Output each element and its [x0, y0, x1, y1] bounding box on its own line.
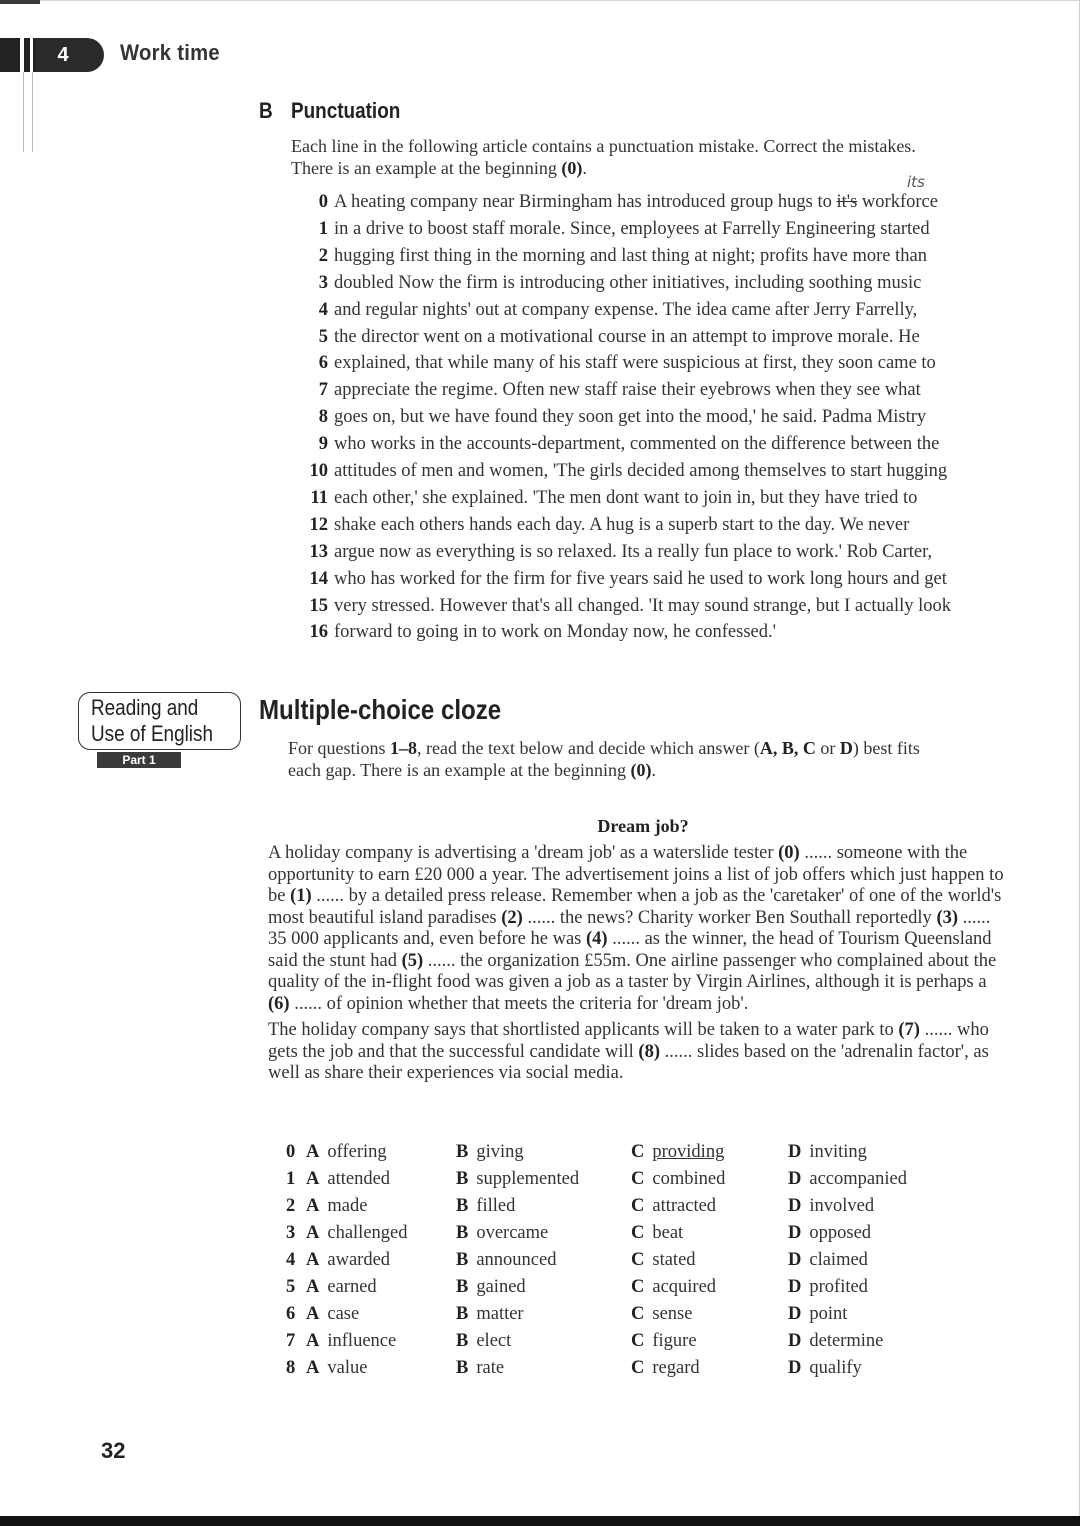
gap-number: (0) — [778, 843, 800, 863]
line-text: very stressed. However that's all changed. 'It may sound strange, but I actually look — [334, 595, 951, 616]
line-text: workforce — [857, 192, 938, 212]
option-word: sense — [652, 1304, 693, 1324]
option-word: supplemented — [476, 1169, 580, 1189]
line-number: 7 — [318, 380, 328, 401]
article-line — [296, 300, 917, 321]
line-text: goes on, but we have found they soon get into the mood,' he said. Padma Mistry — [334, 407, 927, 428]
tab-bar — [24, 38, 30, 72]
tab-block — [0, 38, 20, 72]
gap-number: (1) — [290, 886, 312, 906]
option-word: made — [327, 1196, 368, 1216]
option-letter: A — [306, 1142, 320, 1162]
instr-bold: (0) — [561, 158, 583, 178]
line-text: and regular nights' out at company expense. The idea came after Jerry Farrelly, — [334, 299, 918, 320]
option-c[interactable] — [631, 1277, 716, 1298]
option-word: profited — [809, 1277, 868, 1297]
option-c[interactable] — [631, 1196, 716, 1217]
section-letter: B — [259, 98, 273, 123]
instr-text: or — [815, 738, 840, 758]
line-number: 5 — [318, 326, 328, 347]
option-word: opposed — [809, 1223, 872, 1243]
option-c[interactable] — [631, 1250, 696, 1271]
option-letter: C — [631, 1304, 645, 1324]
article-line — [296, 192, 938, 213]
cloze-text-segment: The holiday company says that shortlisted applicants will be taken to a water park to — [268, 1020, 899, 1040]
option-word: filled — [476, 1196, 516, 1216]
option-letter: C — [631, 1277, 645, 1297]
exam-part-badge — [78, 692, 241, 750]
line-text: who has worked for the firm for five years said he used to work long hours and get — [334, 568, 947, 589]
option-letter: B — [456, 1331, 469, 1351]
option-b[interactable] — [456, 1223, 548, 1244]
question-number: 8 — [286, 1358, 296, 1378]
option-word: accompanied — [809, 1169, 907, 1189]
option-letter: C — [631, 1358, 645, 1378]
cloze-text-segment: ...... as the winner, the head of Tourism Queensland said the stunt had — [268, 929, 992, 971]
line-number: 0 — [318, 192, 328, 212]
line-text: argue now as everything is so relaxed. Its a really fun place to work.' Rob Carter, — [334, 541, 933, 562]
article-line — [296, 434, 939, 455]
line-number: 1 — [318, 218, 328, 239]
option-word: influence — [327, 1331, 397, 1351]
option-b[interactable] — [456, 1358, 504, 1379]
gap-number: (3) — [936, 907, 959, 928]
line-number: 9 — [318, 434, 328, 455]
option-c[interactable] — [631, 1142, 724, 1163]
option-a[interactable] — [306, 1169, 390, 1190]
option-letter: D — [788, 1277, 802, 1297]
option-word: figure — [652, 1331, 697, 1351]
article-line — [296, 596, 951, 617]
badge-part-label: Part 1 — [97, 752, 181, 768]
option-word: inviting — [809, 1142, 867, 1162]
instr-bold: A, B, C — [759, 738, 816, 758]
gap-number: (8) — [638, 1041, 660, 1062]
gap-number: (5) — [401, 950, 424, 971]
option-a[interactable] — [306, 1223, 408, 1244]
option-a[interactable] — [306, 1142, 387, 1163]
line-number: 10 — [309, 461, 328, 481]
article-line — [296, 246, 927, 267]
option-a[interactable] — [306, 1358, 367, 1379]
cloze-text-segment: ...... slides based on the 'adrenalin factor', as well as share their experiences via social media. — [268, 1041, 989, 1083]
question-number: 2 — [286, 1196, 296, 1216]
option-a[interactable] — [306, 1277, 377, 1298]
option-word: gained — [476, 1277, 526, 1297]
option-word: stated — [652, 1250, 696, 1270]
option-word: acquired — [652, 1277, 717, 1297]
option-letter: C — [631, 1196, 645, 1216]
option-letter: C — [631, 1250, 645, 1270]
option-d[interactable] — [788, 1169, 907, 1190]
option-letter: B — [456, 1304, 469, 1324]
line-text: hugging first thing in the morning and last thing at night; profits have more than — [334, 245, 927, 266]
option-d[interactable] — [788, 1358, 862, 1379]
option-d[interactable] — [788, 1223, 871, 1244]
article-line — [296, 219, 930, 240]
line-text: appreciate the regime. Often new staff raise their eyebrows when they see what — [334, 380, 921, 401]
line-number: 6 — [318, 353, 328, 374]
unit-title: Work time — [120, 40, 220, 65]
option-letter: D — [788, 1250, 802, 1270]
article-line — [296, 622, 776, 643]
line-text: shake each others hands each day. A hug is a superb start to the day. We never — [334, 514, 910, 535]
question-number: 6 — [286, 1304, 296, 1324]
option-letter: D — [788, 1142, 802, 1162]
bottom-bar — [0, 1516, 1080, 1526]
instr-text: For questions — [288, 738, 391, 758]
option-b[interactable] — [456, 1142, 524, 1163]
article-line — [296, 327, 920, 348]
option-word: value — [327, 1358, 368, 1378]
question-number: 1 — [286, 1169, 296, 1189]
cloze-text-segment: ...... someone with the opportunity to earn £20 000 a year. The advertisement joins a list of job offers which just happen to be — [268, 843, 1004, 906]
handwritten-correction: its — [907, 173, 925, 191]
cloze-text-segment: A holiday company is advertising a 'dream job' as a waterslide tester — [268, 843, 779, 863]
section-title: Punctuation — [291, 98, 401, 123]
option-letter: D — [788, 1223, 802, 1243]
option-word: announced — [476, 1250, 557, 1270]
option-word: case — [327, 1304, 360, 1324]
line-number: 3 — [318, 272, 328, 293]
line-number: 15 — [309, 595, 328, 616]
option-a[interactable] — [306, 1331, 396, 1352]
option-word: regard — [652, 1358, 700, 1378]
option-letter: C — [631, 1331, 645, 1351]
option-letter: D — [788, 1304, 802, 1324]
option-a[interactable] — [306, 1304, 359, 1325]
option-word: qualify — [809, 1358, 862, 1378]
line-number: 11 — [310, 487, 328, 508]
option-word: offering — [327, 1142, 387, 1162]
section-title: Multiple-choice cloze — [259, 694, 502, 725]
option-letter: A — [306, 1358, 320, 1378]
option-b[interactable] — [456, 1169, 579, 1190]
instr-bold: 1–8 — [390, 738, 418, 758]
option-b[interactable] — [456, 1277, 526, 1298]
option-letter: A — [306, 1277, 320, 1297]
option-letter: D — [788, 1358, 802, 1378]
option-word: claimed — [809, 1250, 868, 1270]
option-b[interactable] — [456, 1250, 556, 1271]
option-word: overcame — [476, 1223, 549, 1243]
option-word: attended — [327, 1169, 391, 1189]
badge-line: Reading and — [91, 695, 199, 720]
line-text: who works in the accounts-department, commented on the difference between the — [334, 434, 940, 455]
option-letter: B — [456, 1223, 469, 1243]
option-word: providing — [652, 1142, 725, 1162]
cloze-text-segment: ...... who gets the job and that the successful candidate will — [268, 1020, 989, 1062]
unit-number: 4 — [36, 38, 104, 72]
article-line — [296, 515, 909, 536]
punctuation-instructions — [291, 135, 1051, 179]
option-letter: A — [306, 1169, 320, 1189]
option-d[interactable] — [788, 1196, 874, 1217]
instr-text: each gap. There is an example at the beginning — [288, 760, 631, 780]
article-line — [296, 569, 947, 590]
article-line — [296, 380, 921, 401]
instructions-line — [288, 759, 1048, 781]
cloze-text-segment: ...... the news? Charity worker Ben Southall reportedly — [522, 907, 937, 928]
option-word: elect — [476, 1331, 512, 1351]
cloze-text-segment: ...... by a detailed press release. Remember when a job as the 'caretaker' of one of the world's most beautiful island paradises — [268, 886, 1002, 928]
option-d[interactable] — [788, 1331, 883, 1352]
line-text: in a drive to boost staff morale. Since, employees at Farrelly Engineering started — [334, 218, 930, 239]
option-word: earned — [327, 1277, 377, 1297]
question-number: 0 — [286, 1142, 296, 1162]
option-word: beat — [652, 1223, 684, 1243]
option-letter: D — [788, 1331, 802, 1351]
option-letter: A — [306, 1304, 320, 1324]
line-number: 2 — [318, 245, 328, 266]
option-d[interactable] — [788, 1142, 867, 1163]
instructions-line: Each line in the following article contains a punctuation mistake. Correct the mistakes. — [291, 136, 916, 156]
cloze-text-segment: ...... 35 000 applicants and, even before he was — [268, 907, 991, 949]
instructions-line — [288, 737, 1048, 759]
option-letter: C — [631, 1169, 645, 1189]
instructions-line — [291, 157, 1051, 179]
instr-text: ) best fits — [852, 738, 920, 758]
option-letter: B — [456, 1277, 469, 1297]
page-number: 32 — [101, 1438, 126, 1463]
option-a[interactable] — [306, 1196, 367, 1217]
option-letter: A — [306, 1196, 320, 1216]
gap-number: (6) — [268, 993, 290, 1014]
question-number: 3 — [286, 1223, 296, 1243]
line-text: each other,' she explained. 'The men dont want to join in, but they have tried to — [334, 487, 918, 508]
question-number: 7 — [286, 1331, 296, 1351]
line-text: forward to going in to work on Monday now, he confessed.' — [334, 622, 776, 643]
option-b[interactable] — [456, 1331, 511, 1352]
question-number: 5 — [286, 1277, 296, 1297]
option-a[interactable] — [306, 1250, 390, 1271]
instr-bold: (0) — [630, 760, 652, 780]
option-word: matter — [476, 1304, 524, 1324]
line-number: 13 — [309, 541, 328, 562]
option-c[interactable] — [631, 1169, 725, 1190]
line-number: 8 — [318, 407, 328, 428]
option-letter: C — [631, 1142, 645, 1162]
line-number: 4 — [318, 299, 328, 320]
option-b[interactable] — [456, 1196, 515, 1217]
gap-number: (4) — [586, 929, 608, 949]
option-letter: A — [306, 1331, 320, 1351]
option-letter: D — [788, 1196, 802, 1216]
option-letter: B — [456, 1358, 469, 1378]
option-word: determine — [809, 1331, 884, 1351]
option-word: rate — [476, 1358, 505, 1378]
instr-text: , read the text below and decide which answer ( — [417, 738, 760, 758]
margin-line — [32, 72, 33, 152]
instr-text: . — [582, 158, 587, 178]
cloze-instructions — [288, 737, 1048, 781]
page-edge-mark — [0, 0, 40, 4]
option-letter: B — [456, 1250, 469, 1270]
option-letter: B — [456, 1169, 469, 1189]
option-d[interactable] — [788, 1304, 847, 1325]
line-text: explained, that while many of his staff were suspicious at first, they soon came to — [334, 353, 936, 374]
cloze-paragraph — [268, 843, 1008, 1015]
option-c[interactable] — [631, 1331, 697, 1352]
article-line — [296, 407, 926, 428]
top-rule — [40, 0, 1080, 1]
line-number: 14 — [309, 568, 328, 589]
article-line — [296, 488, 917, 509]
instr-bold: D — [839, 738, 853, 758]
option-letter: A — [306, 1223, 320, 1243]
article-line — [296, 461, 947, 482]
line-text: doubled Now the firm is introducing other initiatives, including soothing music — [334, 272, 922, 293]
instr-text: There is an example at the beginning — [291, 158, 562, 178]
article-line — [296, 542, 932, 563]
cloze-text-segment: ...... the organization £55m. One airline passenger who complained about the quality of the in-flight food was given a job as a taster by Virgin Airlines, although it is perhaps a — [268, 950, 997, 992]
text-title: Dream job? — [597, 816, 689, 836]
option-word: awarded — [327, 1250, 391, 1270]
option-word: giving — [476, 1142, 524, 1162]
option-c[interactable] — [631, 1358, 700, 1379]
option-word: involved — [809, 1196, 875, 1216]
gap-number: (2) — [501, 907, 523, 928]
option-d[interactable] — [788, 1250, 868, 1271]
option-letter: D — [788, 1169, 802, 1189]
option-word: point — [809, 1304, 848, 1324]
line-text: attitudes of men and women, 'The girls decided among themselves to start hugging — [334, 461, 948, 481]
option-c[interactable] — [631, 1304, 692, 1325]
line-number: 12 — [309, 514, 328, 535]
article-line — [296, 273, 921, 294]
option-c[interactable] — [631, 1223, 683, 1244]
cloze-text-segment: ...... of opinion whether that meets the criteria for 'dream job'. — [289, 993, 749, 1014]
cloze-paragraph — [268, 1020, 1008, 1085]
option-letter: B — [456, 1196, 469, 1216]
option-b[interactable] — [456, 1304, 524, 1325]
option-d[interactable] — [788, 1277, 868, 1298]
line-text: A heating company near Birmingham has introduced group hugs to — [334, 192, 837, 212]
question-number: 4 — [286, 1250, 296, 1270]
option-word: combined — [652, 1169, 726, 1189]
option-letter: C — [631, 1223, 645, 1243]
line-number: 16 — [309, 622, 328, 643]
option-word: challenged — [327, 1223, 408, 1243]
option-word: attracted — [652, 1196, 717, 1216]
badge-line: Use of English — [91, 721, 213, 746]
instr-text: . — [651, 760, 657, 780]
line-text: the director went on a motivational course in an attempt to improve morale. He — [334, 326, 920, 347]
cloze-text — [268, 843, 1008, 1085]
margin-line — [23, 72, 24, 152]
article-line — [296, 353, 936, 374]
option-letter: B — [456, 1142, 469, 1162]
struck-word: it's — [836, 192, 858, 212]
option-letter: A — [306, 1250, 320, 1270]
gap-number: (7) — [898, 1020, 920, 1040]
